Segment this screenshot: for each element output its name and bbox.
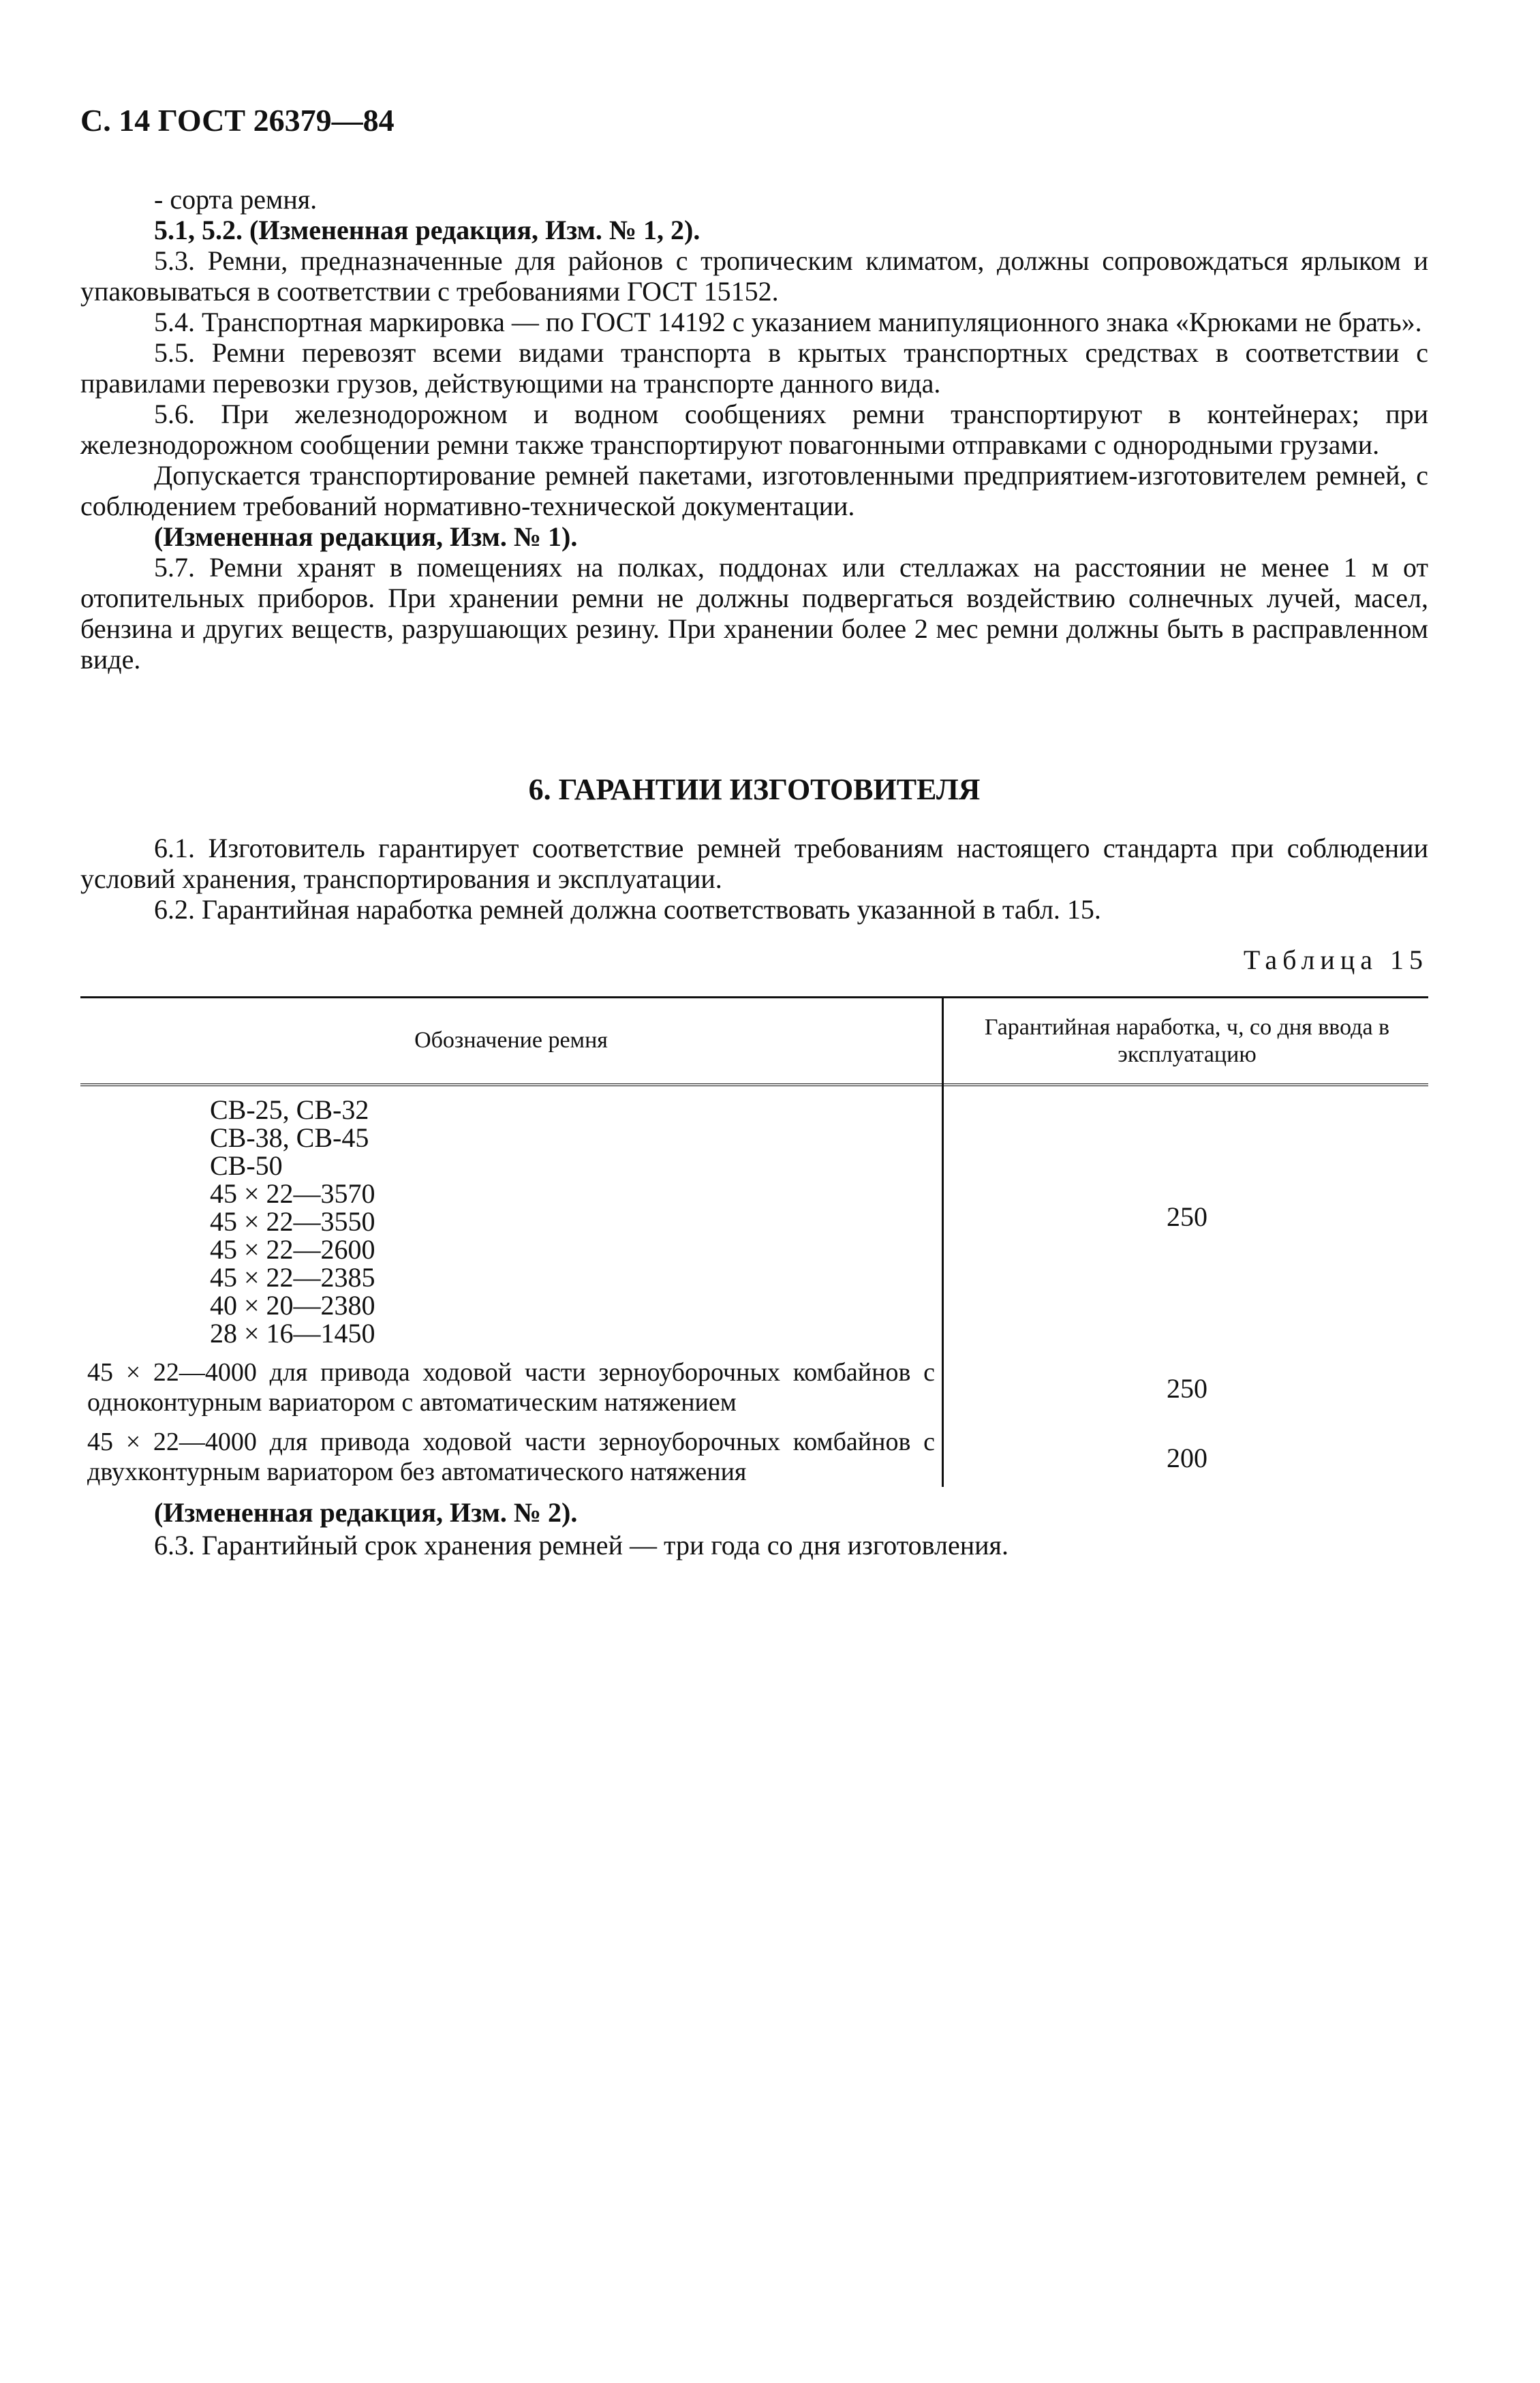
column-header-designation: Обозначение ремня [414,1028,608,1053]
warranty-value-row3: 200 [1167,1443,1207,1473]
paragraph-6-2: 6.2. Гарантийная наработка ремней должна соответствовать указанной в табл. 15. [154,894,1101,925]
table-row-label-2: 45 × 22—4000 для привода ходовой части зерноуборочных комбайнов с одноконтурным вариатором с автоматическим натяжением [87,1358,935,1417]
paragraph-6-1: 6.1. Изготовитель гарантирует соответствие ремней требованиям настоящего стандарта при соблюдении условий хранения, транспортирования и эксплуатации. [80,833,1428,894]
belt-code: 28 × 16—1450 [210,1318,375,1349]
paragraph-5-4: 5.4. Транспортная маркировка — по ГОСТ 14192 с указанием манипуляционного знака «Крюками не брать». [154,307,1422,337]
belt-code: СВ-38, СВ-45 [210,1122,369,1153]
belt-code: 45 × 22—2600 [210,1234,375,1265]
belt-code: СВ-25, СВ-32 [210,1094,369,1125]
revision-note-2: (Измененная редакция, Изм. № 2). [154,1497,578,1528]
belt-code: 45 × 22—3570 [210,1178,375,1209]
warranty-table [80,996,1428,1487]
page-header: С. 14 ГОСТ 26379—84 [80,103,395,138]
belt-codes-group [210,1096,375,1347]
paragraph-sort: - сорта ремня. [154,184,318,215]
table-top-rule [80,996,1428,998]
paragraph-5-6: 5.6. При железнодорожном и водном сообщениях ремни транспортируют в контейнерах; при железнодорожном сообщении ремни также транспортируют повагонными отправками с однородными грузами. [80,399,1428,460]
paragraph-5-3: 5.3. Ремни, предназначенные для районов с тропическим климатом, должны сопровождаться ярлыком и упаковываться в соответствии с требованиями ГОСТ 15152. [80,245,1428,307]
table-column-divider [942,996,944,1487]
belt-code: СВ-50 [210,1150,283,1181]
section5-text [80,184,1428,675]
warranty-value-row2: 250 [1167,1373,1207,1404]
column-header-warranty: Гарантийная наработка, ч, со дня ввода в эксплуатацию [984,1015,1390,1067]
table-row-label-3: 45 × 22—4000 для привода ходовой части зерноуборочных комбайнов с двухконтурным вариатором без автоматического натяжения [87,1428,935,1486]
section6-text [80,833,1428,925]
paragraph-5-5: 5.5. Ремни перевозят всеми видами транспорта в крытых транспортных средствах в соответствии с правилами перевозки грузов, действующими на транспорте данного вида. [80,337,1428,399]
table-header-rule [80,1083,1428,1086]
belt-code: 45 × 22—2385 [210,1262,375,1293]
section-title: 6. ГАРАНТИИ ИЗГОТОВИТЕЛЯ [528,773,981,806]
paragraph-6-3: 6.3. Гарантийный срок хранения ремней — три года со дня изготовления. [154,1530,1008,1561]
belt-code: 45 × 22—3550 [210,1206,375,1237]
closing-text [80,1496,1428,1562]
table-caption: Таблица 15 [1243,944,1428,975]
paragraph-5-7: 5.7. Ремни хранят в помещениях на полках, поддонах или стеллажах на расстоянии не менее 1 м от отопительных приборов. При хранении ремни не должны подвергаться воздействию солнечных лучей, масел, бензина и других веществ, разрушающих резину. При хранении более 2 мес ремни должны быть в расправленном виде. [80,552,1428,675]
warranty-value-group1: 250 [1167,1201,1207,1232]
paragraph-5-1-5-2: 5.1, 5.2. (Измененная редакция, Изм. № 1, 2). [154,215,700,245]
revision-note-1: (Измененная редакция, Изм. № 1). [154,521,578,552]
paragraph-permit: Допускается транспортирование ремней пакетами, изготовленными предприятием-изготовителем ремней, с соблюдением требований нормативно-технической документации. [80,460,1428,521]
belt-code: 40 × 20—2380 [210,1290,375,1321]
